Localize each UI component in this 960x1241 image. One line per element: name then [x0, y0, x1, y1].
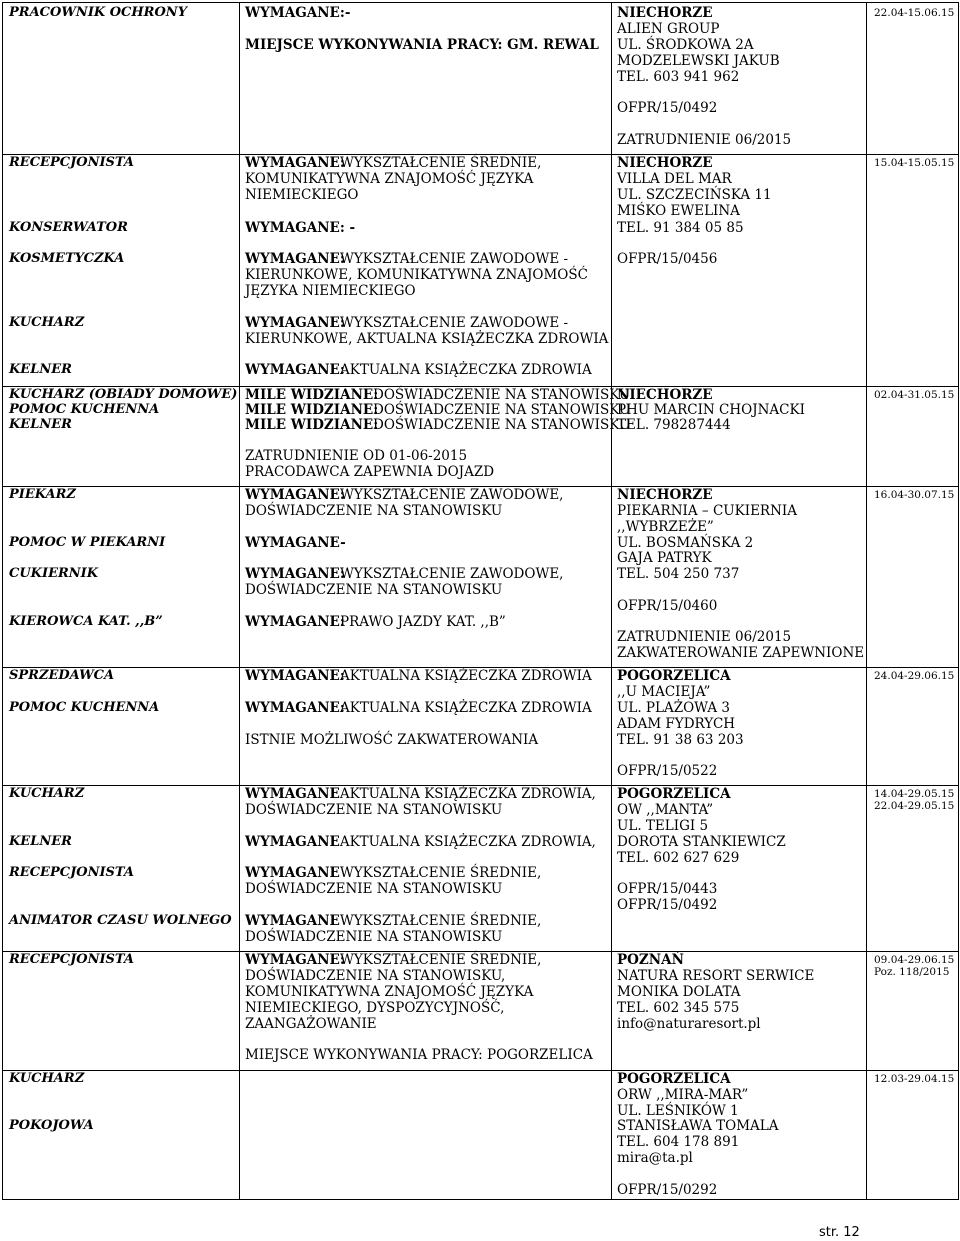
- cell-text: WYMAGANE:: [245, 487, 345, 503]
- cell-text: PRAWO JAZDY KAT. ,,B”: [340, 614, 506, 630]
- cell-text: STANISŁAWA TOMALA: [617, 1118, 779, 1134]
- cell-text: 16.04-30.07.15: [874, 489, 955, 501]
- table-row: [2, 951, 959, 1070]
- cell-text: KIERUNKOWE, KOMUNIKATYWNA ZNAJOMOŚĆ: [245, 267, 588, 283]
- cell-text: WYMAGANE:: [245, 315, 345, 331]
- cell-text: RECEPCJONISTA: [9, 952, 134, 967]
- cell-text: ZAKWATEROWANIE ZAPEWNIONE: [617, 645, 865, 661]
- employer-cell: [611, 155, 867, 386]
- dates-cell: [866, 1071, 958, 1199]
- cell-text: MIŚKO EWELINA: [617, 203, 740, 219]
- cell-text: KONSERWATOR: [9, 220, 128, 235]
- requirements-cell: [239, 3, 612, 154]
- cell-text: KUCHARZ: [9, 786, 85, 801]
- cell-text: TEL. 602 627 629: [617, 850, 740, 866]
- cell-text: OFPR/15/0443: [617, 881, 718, 897]
- cell-text: UL. SZCZECIŃSKA 11: [617, 187, 772, 203]
- cell-text: ISTNIE MOŻLIWOŚĆ ZAKWATEROWANIA: [245, 732, 539, 748]
- job-title-cell: [3, 952, 240, 1070]
- cell-text: 22.04-15.06.15: [874, 7, 955, 19]
- cell-text: NIEMIECKIEGO, DYSPOZYCYJNOŚĆ,: [245, 1000, 505, 1016]
- cell-text: 12.03-29.04.15: [874, 1073, 955, 1085]
- cell-text: NIEMIECKIEGO: [245, 187, 359, 203]
- requirements-cell: [239, 387, 631, 486]
- cell-text: 15.04-15.05.15: [874, 157, 955, 169]
- cell-text: DOŚWIADCZENIE NA STANOWISKU: [373, 417, 631, 433]
- cell-text: TEL. 604 178 891: [617, 1134, 740, 1150]
- cell-text: POGORZELICA: [617, 1071, 731, 1087]
- cell-text: WYMAGANE: [245, 913, 340, 929]
- cell-text: PIEKARZ: [9, 487, 76, 502]
- cell-text: WYMAGANE:: [245, 668, 345, 684]
- cell-text: TEL. 603 941 962: [617, 69, 740, 85]
- cell-text: : WYKSZTAŁCENIE ŚREDNIE,: [331, 865, 542, 881]
- dates-cell: [866, 487, 958, 667]
- cell-text: GAJA PATRYK: [617, 550, 712, 566]
- cell-text: RECEPCJONISTA: [9, 865, 134, 880]
- cell-text: UL. ŚRODKOWA 2A: [617, 37, 754, 53]
- cell-text: ZATRUDNIENIE 06/2015: [617, 132, 792, 148]
- cell-text: DOŚWIADCZENIE NA STANOWISKU: [373, 402, 631, 418]
- cell-text: AKTUALNA KSIĄŻECZKA ZDROWIA: [340, 700, 592, 716]
- cell-text: TEL. 798287444: [617, 417, 731, 433]
- cell-text: WYMAGANE: [245, 786, 340, 802]
- cell-text: DOŚWIADCZENIE NA STANOWISKU: [373, 387, 631, 403]
- cell-text: VILLA DEL MAR: [617, 171, 732, 187]
- cell-text: AKTUALNA KSIĄŻECZKA ZDROWIA: [340, 362, 592, 378]
- cell-text: KELNER: [9, 362, 72, 377]
- cell-text: POZNAŃ: [617, 952, 684, 968]
- cell-text: UL. BOSMAŃSKA 2: [617, 535, 754, 551]
- cell-text: DOŚWIADCZENIE NA STANOWISKU: [245, 582, 503, 598]
- cell-text: WYMAGANE:: [245, 566, 345, 582]
- cell-text: ZATRUDNIENIE OD 01-06-2015: [245, 448, 468, 464]
- cell-text: KOSMETYCZKA: [9, 251, 125, 266]
- cell-text: OFPR/15/0456: [617, 251, 718, 267]
- cell-text: KOMUNIKATYWNA ZNAJOMOŚĆ JĘZYKA: [245, 171, 534, 187]
- table-row: [2, 154, 959, 386]
- cell-text: KELNER: [9, 417, 72, 432]
- cell-text: : WYKSZTAŁCENIE ŚREDNIE,: [331, 913, 542, 929]
- cell-text: 22.04-29.05.15: [874, 800, 955, 812]
- job-title-cell: [3, 155, 240, 386]
- cell-text: WYMAGANE:: [245, 155, 345, 171]
- cell-text: ALIEN GROUP: [617, 21, 720, 37]
- job-title-cell: [3, 487, 240, 667]
- cell-text: MODZELEWSKI JAKUB: [617, 53, 780, 69]
- cell-text: NIECHORZE: [617, 387, 713, 403]
- cell-text: WYMAGANE: -: [245, 220, 356, 236]
- cell-text: Poz. 118/2015: [874, 966, 950, 978]
- cell-text: ,,WYBRZEŻE”: [617, 519, 714, 535]
- cell-text: NIECHORZE: [617, 155, 713, 171]
- cell-text: TEL. 602 345 575: [617, 1000, 740, 1016]
- cell-text: WYMAGANE:: [245, 251, 345, 267]
- cell-text: DOŚWIADCZENIE NA STANOWISKU: [245, 881, 503, 897]
- cell-text: MIEJSCE WYKONYWANIA PRACY: GM. REWAL: [245, 37, 599, 53]
- cell-text: 14.04-29.05.15: [874, 788, 955, 800]
- cell-text: KELNER: [9, 834, 72, 849]
- table-row: [2, 1070, 959, 1200]
- cell-text: NIECHORZE: [617, 5, 713, 21]
- cell-text: OFPR/15/0492: [617, 897, 718, 913]
- table-row: [2, 667, 959, 785]
- cell-text: WYMAGANE:: [245, 614, 345, 630]
- cell-text: OFPR/15/0522: [617, 763, 718, 779]
- cell-text: PHU MARCIN CHOJNACKI: [617, 402, 805, 418]
- cell-text: DOŚWIADCZENIE NA STANOWISKU: [245, 802, 503, 818]
- cell-text: OFPR/15/0492: [617, 100, 718, 116]
- cell-text: WYKSZTAŁCENIE ZAWODOWE -: [340, 251, 569, 267]
- dates-cell: [866, 668, 958, 785]
- requirements-cell: [239, 155, 612, 386]
- cell-text: TEL. 91 38 63 203: [617, 732, 744, 748]
- employer-cell: [611, 1071, 867, 1199]
- cell-text: : AKTUALNA KSIĄŻECZKA ZDROWIA,: [331, 786, 596, 802]
- cell-text: POMOC W PIEKARNI: [9, 535, 166, 550]
- cell-text: NATURA RESORT SERWICE: [617, 968, 815, 984]
- dates-cell: [866, 3, 958, 154]
- cell-text: DOŚWIADCZENIE NA STANOWISKU: [245, 929, 503, 945]
- cell-text: WYKSZTAŁCENIE ZAWODOWE -: [340, 315, 569, 331]
- cell-text: DOŚWIADCZENIE NA STANOWISKU,: [245, 968, 506, 984]
- cell-text: DOŚWIADCZENIE NA STANOWISKU: [245, 503, 503, 519]
- requirements-cell: [239, 786, 612, 951]
- cell-text: WYKSZTAŁCENIE ŚREDNIE,: [340, 155, 542, 171]
- cell-text: MIEJSCE WYKONYWANIA PRACY: POGORZELICA: [245, 1047, 593, 1063]
- cell-text: WYMAGANE:: [245, 700, 345, 716]
- cell-text: ANIMATOR CZASU WOLNEGO: [9, 913, 232, 928]
- cell-text: DOROTA STANKIEWICZ: [617, 834, 786, 850]
- cell-text: info@naturaresort.pl: [617, 1016, 761, 1032]
- cell-text: MILE WIDZIANE:: [245, 417, 379, 433]
- dates-cell: [866, 155, 958, 386]
- cell-text: TEL. 504 250 737: [617, 566, 740, 582]
- dates-cell: [866, 786, 958, 951]
- table-row: [2, 2, 959, 154]
- employer-cell: [611, 668, 867, 785]
- cell-text: UL. PLAŻOWA 3: [617, 700, 731, 716]
- cell-text: OFPR/15/0292: [617, 1182, 718, 1198]
- dates-cell: [866, 952, 958, 1070]
- cell-text: POMOC KUCHENNA: [9, 700, 160, 715]
- cell-text: AKTUALNA KSIĄŻECZKA ZDROWIA: [340, 668, 592, 684]
- cell-text: : AKTUALNA KSIĄŻECZKA ZDROWIA,: [331, 834, 596, 850]
- cell-text: OW ,,MANTA”: [617, 802, 714, 818]
- cell-text: ,,U MACIEJA”: [617, 684, 711, 700]
- job-title-cell: [3, 668, 240, 785]
- cell-text: 24.04-29.06.15: [874, 670, 955, 682]
- cell-text: MONIKA DOLATA: [617, 984, 741, 1000]
- employer-cell: [611, 3, 867, 154]
- employer-cell: [611, 786, 867, 951]
- cell-text: WYMAGANE-: [245, 535, 346, 551]
- requirements-cell: [239, 1071, 612, 1199]
- cell-text: UL. TELIGI 5: [617, 818, 709, 834]
- cell-text: mira@ta.pl: [617, 1150, 693, 1166]
- cell-text: KUCHARZ: [9, 1071, 85, 1086]
- cell-text: POMOC KUCHENNA: [9, 402, 160, 417]
- cell-text: JĘZYKA NIEMIECKIEGO: [245, 283, 416, 299]
- cell-text: 02.04-31.05.15: [874, 389, 955, 401]
- cell-text: WYMAGANE:: [245, 362, 345, 378]
- cell-text: KIERUNKOWE, AKTUALNA KSIĄŻECZKA ZDROWIA: [245, 331, 609, 347]
- cell-text: ZAANGAŻOWANIE: [245, 1016, 377, 1032]
- cell-text: CUKIERNIK: [9, 566, 99, 581]
- cell-text: WYKSZTAŁCENIE ŚREDNIE,: [340, 952, 542, 968]
- cell-text: OFPR/15/0460: [617, 598, 718, 614]
- cell-text: POKOJOWA: [9, 1118, 94, 1133]
- table-row: [2, 386, 959, 486]
- cell-text: WYMAGANE:: [245, 952, 345, 968]
- cell-text: KIEROWCA KAT. ,,B”: [9, 614, 163, 629]
- cell-text: PRACODAWCA ZAPEWNIA DOJAZD: [245, 464, 495, 480]
- job-title-cell: [3, 3, 240, 154]
- cell-text: KOMUNIKATYWNA ZNAJOMOŚĆ JĘZYKA: [245, 984, 534, 1000]
- employer-cell: [611, 952, 867, 1070]
- cell-text: 09.04-29.06.15: [874, 954, 955, 966]
- cell-text: WYKSZTAŁCENIE ZAWODOWE,: [340, 566, 564, 582]
- requirements-cell: [239, 487, 612, 667]
- employer-cell: [611, 487, 867, 667]
- cell-text: ORW ,,MIRA-MAR”: [617, 1087, 749, 1103]
- cell-text: SPRZEDAWCA: [9, 668, 115, 683]
- cell-text: ADAM FYDRYCH: [617, 716, 736, 732]
- cell-text: WYKSZTAŁCENIE ZAWODOWE,: [340, 487, 564, 503]
- cell-text: UL. LEŚNIKÓW 1: [617, 1103, 739, 1119]
- cell-text: NIECHORZE: [617, 487, 713, 503]
- cell-text: WYMAGANE:-: [245, 5, 351, 21]
- dates-cell: [866, 387, 958, 486]
- page-number: str. 12: [819, 1225, 860, 1240]
- cell-text: RECEPCJONISTA: [9, 155, 134, 170]
- cell-text: MILE WIDZIANE:: [245, 387, 379, 403]
- requirements-cell: [239, 952, 612, 1070]
- cell-text: POGORZELICA: [617, 786, 731, 802]
- cell-text: WYMAGANE: [245, 834, 340, 850]
- job-title-cell: [3, 1071, 240, 1199]
- employer-cell: [611, 387, 867, 486]
- cell-text: PRACOWNIK OCHRONY: [9, 5, 187, 20]
- cell-text: POGORZELICA: [617, 668, 731, 684]
- cell-text: KUCHARZ (OBIADY DOMOWE): [9, 387, 238, 402]
- cell-text: MILE WIDZIANE:: [245, 402, 379, 418]
- job-title-cell: [3, 786, 240, 951]
- cell-text: ZATRUDNIENIE 06/2015: [617, 629, 792, 645]
- cell-text: WYMAGANE: [245, 865, 340, 881]
- cell-text: TEL. 91 384 05 85: [617, 220, 744, 236]
- table-row: [2, 486, 959, 667]
- cell-text: PIEKARNIA – CUKIERNIA: [617, 503, 797, 519]
- cell-text: KUCHARZ: [9, 315, 85, 330]
- table-row: [2, 785, 959, 951]
- requirements-cell: [239, 668, 612, 785]
- job-title-cell: [3, 387, 240, 486]
